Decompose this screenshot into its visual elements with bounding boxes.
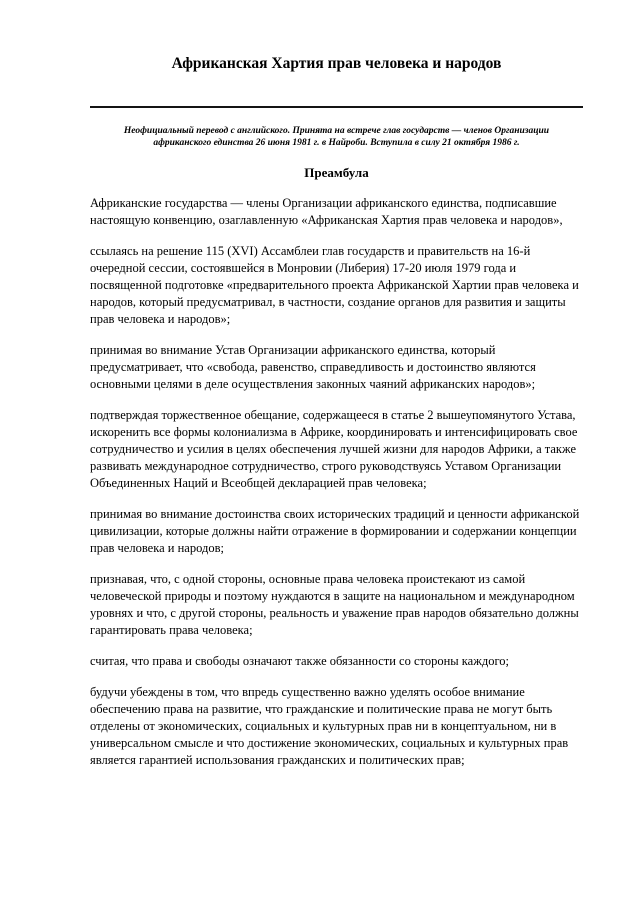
preamble-paragraph: ссылаясь на решение 115 (XVI) Ассамблеи глав государств и правительств на 16-й очередной сессии, состоявшейся в Монровии (Либерия) 17-20 июля 1979 года и посвященной подготовке «предварительного проекта Африканской Хартии прав человека и народов, который предусматривал, в частности, создание органов для развития и защиты прав человека и народов»; <box>90 244 579 326</box>
preamble-paragraph: Африканские государства — члены Организации африканского единства, подписавшие настоящую конвенцию, озаглавленную «Африканская Хартия прав человека и народов», <box>90 196 563 227</box>
page-title: Африканская Хартия прав человека и народов <box>171 55 502 72</box>
preamble-paragraph: признавая, что, с одной стороны, основные права человека проистекают из самой человеческой природы и поэтому нуждаются в защите на национальном и международном уровнях и что, с другой стороны, реальность и уважение прав народов обязательно должны гарантировать права человека; <box>90 572 579 637</box>
preamble-paragraph: будучи убеждены в том, что впредь существенно важно уделять особое внимание обеспечению права на развитие, что гражданские и политические права не могут быть отделены от экономических, социальных и культурных прав ни в концептуальном, ни в универсальном смысле и что достижение экономических, социальных и культурных прав является гарантией использования гражданских и политических прав; <box>90 685 569 767</box>
preamble-paragraph: принимая во внимание Устав Организации африканского единства, который предусматривает, что «свобода, равенство, справедливость и достоинство являются основными целями в деле осуществления законных чаяний африканских народов»; <box>90 343 536 391</box>
preamble-paragraph: считая, что права и свободы означают также обязанности со стороны каждого; <box>90 654 510 668</box>
preamble-paragraph: подтверждая торжественное обещание, содержащееся в статье 2 вышеупомянутого Устава, искоренить все формы колониализма в Африке, координировать и интенсифицировать свое сотрудничество и усилия в целях обеспечения лучшей жизни для народов Африки, а также развивать международное сотрудничество, строго руководствуясь Уставом Организации Объединенных Наций и Всеобщей декларацией прав человека; <box>90 408 578 490</box>
preamble-body <box>90 195 583 769</box>
horizontal-rule <box>90 106 583 108</box>
preamble-paragraph: принимая во внимание достоинства своих исторических традиций и ценности африканской цивилизации, которые должны найти отражение в формировании и содержании концепции прав человека и народов; <box>90 507 580 555</box>
section-heading-preamble: Преамбула <box>304 165 369 180</box>
translation-note: Неофициальный перевод с английского. Принята на встрече глав государств — членов Организации африканского единства 26 июня 1981 г. в Найроби. Вступила в силу 21 октября 1986 г. <box>123 126 550 148</box>
